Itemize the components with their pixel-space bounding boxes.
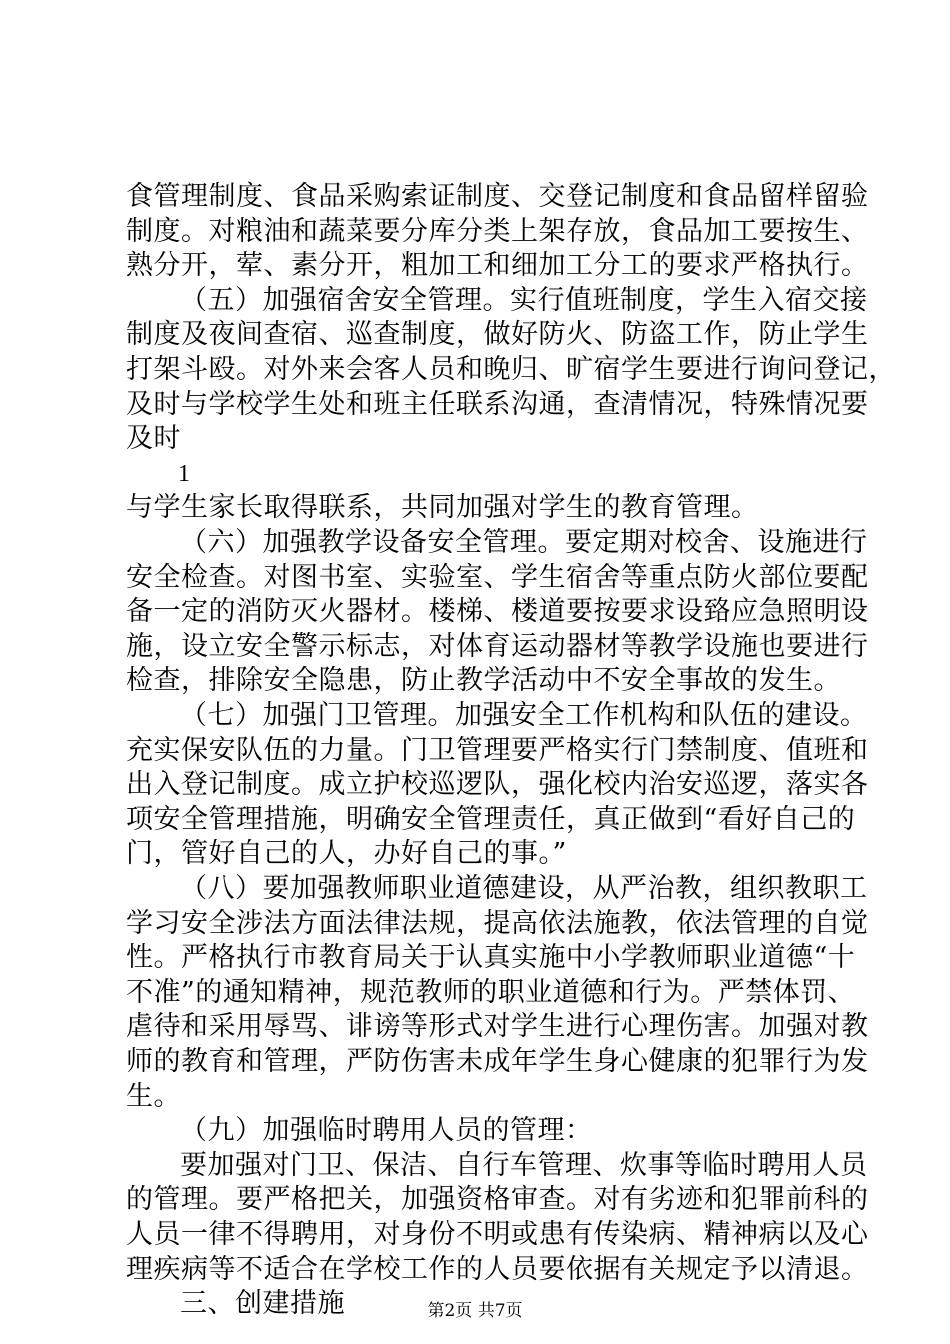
- text-line: 人员一律不得聘用，对身份不明或患有传染病、精神病以及心: [126, 1219, 869, 1250]
- text-line: 制度及夜间查宿、巡查制度，做好防火、防盗工作，防止学生: [126, 319, 869, 351]
- text-line: 及时: [126, 423, 181, 455]
- text-line: （六）加强教学设备安全管理。要定期对校舍、设施进行: [180, 527, 868, 558]
- text-line: 学习安全涉法方面法律法规，提高依法施教，依法管理的自觉: [126, 907, 869, 939]
- text-line: （七）加强门卫管理。加强安全工作机构和队伍的建设。: [180, 700, 868, 731]
- text-line: 师的教育和管理，严防伤害未成年学生身心健康的犯罪行为发: [126, 1046, 869, 1077]
- text-line: 性。严格执行市教育局关于认真实施中小学教师职业道德“十: [126, 942, 856, 974]
- text-line: 的管理。要严格把关，加强资格审查。对有劣迹和犯罪前科的: [126, 1184, 869, 1216]
- text-line: 与学生家长取得联系，共同加强对学生的教育管理。: [126, 492, 759, 524]
- text-line: 检查，排除安全隐患，防止教学活动中不安全事故的发生。: [126, 665, 841, 697]
- text-line: 理疾病等不适合在学校工作的人员要依据有关规定予以清退。: [126, 1253, 869, 1285]
- text-line: 备一定的消防灭火器材。楼梯、楼道要按要求设臵应急照明设: [126, 596, 869, 628]
- text-line: 虐待和采用辱骂、诽谤等形式对学生进行心理伤害。加强对教: [126, 1011, 869, 1043]
- text-line: 打架斗殴。对外来会客人员和晚归、旷宿学生要进行询问登记，: [126, 354, 896, 385]
- text-line: 制度。对粮油和蔬菜要分库分类上架存放，食品加工要按生、: [126, 215, 869, 247]
- text-line: （九）加强临时聘用人员的管理：: [180, 1115, 593, 1147]
- page-footer: 第2页 共7页: [427, 1301, 523, 1321]
- text-line: （八）要加强教师职业道德建设，从严治教，组织教职工: [180, 873, 868, 904]
- text-line: 项安全管理措施，明确安全管理责任，真正做到“看好自己的: [126, 803, 856, 835]
- text-line: 不准”的通知精神，规范教师的职业道德和行为。严禁体罚、: [126, 976, 856, 1008]
- section-heading: 三、创建措施: [180, 1288, 345, 1320]
- text-line: 安全检查。对图书室、实验室、学生宿舍等重点防火部位要配: [126, 561, 869, 593]
- text-line: 门，管好自己的人，办好自己的事。”: [126, 838, 567, 870]
- text-line: 充实保安队伍的力量。门卫管理要严格实行门禁制度、值班和: [126, 734, 869, 766]
- text-line: 生。: [126, 1080, 181, 1112]
- inline-page-marker: 1: [178, 460, 190, 487]
- text-line: 食管理制度、食品采购索证制度、交登记制度和食品留样留验: [126, 181, 869, 212]
- text-line: 出入登记制度。成立护校巡逻队，强化校内治安巡逻，落实各: [126, 769, 869, 801]
- text-line: （五）加强宿舍安全管理。实行值班制度，学生入宿交接: [180, 284, 868, 316]
- text-line: 施，设立安全警示标志，对体育运动器材等教学设施也要进行: [126, 630, 869, 662]
- text-line: 及时与学校学生处和班主任联系沟通，查清情况，特殊情况要: [126, 388, 869, 420]
- text-line: 要加强对门卫、保洁、自行车管理、炊事等临时聘用人员: [180, 1149, 868, 1181]
- text-line: 熟分开，荤、素分开，粗加工和细加工分工的要求严格执行。: [126, 250, 869, 282]
